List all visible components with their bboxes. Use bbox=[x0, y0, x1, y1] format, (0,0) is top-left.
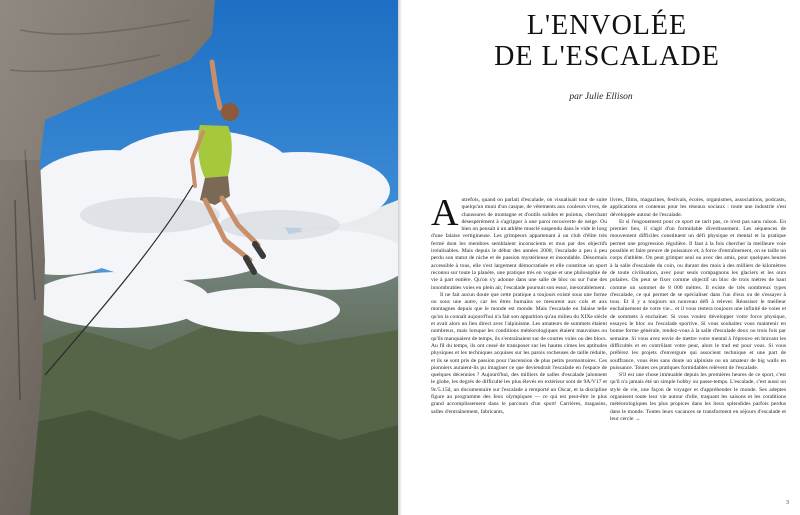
body-column-right bbox=[610, 197, 786, 497]
body-paragraph: Et si l'engouement pour ce sport ne tarit pas, ce n'est pas sans raison. En premier lieu, il s'agit d'un formidable divertissement. Les séquences de mouvement difficiles constituent un défi physique et mental et la pratique permet une progression régulière. Il faut à la fois chercher la meilleure voie possible et faire preuve de puissance et, à force d'entraînement, on se taille un corps d'athlète. On peut grimper seul ou avec des amis, pour quelques heures à la salle d'escalade du coin, ou durant des mois à des milliers de kilomètres de toute civilisation, avec pour seuls compagnons les glaciers et les ours polaires. On peut se fixer comme objectif un bloc de trois mètres de haut comme un sommet de 8 000 mètres. Il existe de très nombreux types d'escalade, ce qui permet de se spécialiser dans l'un d'eux ou de s'essayer à tous. Et il y a toujours un nouveau défi à relever. Réussiser le meilleur enchaînement de votre vie... et il vous restera toujours une infinité de voies et de sommets à enchaîner. Si vous voulez développer votre force physique, essayez le bloc ou l'escalade sportive. Si vous souhaitez vous maintenir en bonne forme générale, rendez-vous à la salle d'escalade deux ou trois fois par semaine. Si vous avez envie de mettre votre mental à l'épreuve en bravant les difficultés et en contrôlant votre peur, alors le trad est pour vous. Si vous préférez les projets d'envergure qui associent technique et une part de souffrance, vous êtes sans doute un alpiniste ou un amateur de big walls en puissance. Toutes ces pratiques formidables relèvent de l'escalade. bbox=[610, 218, 786, 371]
byline: par Julie Ellison bbox=[569, 92, 633, 102]
body-paragraph: livres, films, magazines, festivals, écoles, organismes, associations, podcasts, applications et contenus pour les réseaux sociaux : toute une industrie s'est développée autour de l'escalade. bbox=[610, 197, 786, 218]
photo-illustration bbox=[0, 0, 398, 515]
body-paragraph bbox=[431, 197, 607, 292]
title-line-1: L'ENVOLÉE bbox=[526, 10, 688, 41]
body-paragraph: S'il est une chose immuable depuis les premières heures de ce sport, c'est qu'il n'a jamais été un simple hobby ou passe-temps. L'escalade, c'est aussi un style de vie, une façon de voyager et d'appréhender le monde. Ses adeptes organisent toute leur vie autour d'elle, traquant les saisons et les conditions météorologiques les plus propices dans les lieux splendides parfois perdus dans le monde. Toutes leurs vacances se transforment en séjours d'escalade et leur cercle → bbox=[610, 372, 786, 422]
body-column-left bbox=[431, 197, 607, 497]
paragraph-text: utrefois, quand on parlait d'escalade, on visualisait tout de suite quelqu'un muni d'un casque, de vêtements aux couleurs vives, de chaussures de montagne et d'outils solides et pointus, cherchant désespérément à s'agripper à une paroi recouverte de neige. Ou bien on pensait à un athlète musclé suspendu dans le vide le long d'une falaise vertigineuse. Les grimpeurs appartenant à un club d'élite très fermé dont les membres semblaient inconscients et mus par des objectifs irréalisables. Mais depuis le début des années 2000, l'escalade a peu à peu perdu son statut de niche et de passion mystérieuse et insondable. Désormais accessible à tous, elle s'est largement démocratisée et elle constitue un sport reconnu sur toute la planète, une pratique très en vogue et une philosophie de vie à part entière. Qu'on s'y adonne dans une salle de bloc ou sur l'une des innombrables voies en plein air, l'escalade poursuit son essor, inexorablement. bbox=[431, 197, 607, 291]
text-page bbox=[402, 0, 800, 515]
drop-cap: A bbox=[431, 197, 459, 234]
article-title bbox=[472, 10, 742, 72]
title-line-2: DE L'ESCALADE bbox=[494, 41, 720, 72]
climbing-photo bbox=[0, 0, 398, 515]
body-paragraph: Il ne fait aucun doute que cette pratique a toujours existé sous une forme ou sous une autre, car les êtres humains se mesurent aux cols et aux montagnes depuis que le monde est monde. Mais l'escalade en falaise telle qu'on la connaît aujourd'hui n'a fait son apparition qu'au milieu du XIXe siècle et avait alors un lien direct avec l'alpinisme. Les amateurs de sommets étaient nombreux, mais lorsque les conditions météorologiques étaient mauvaises ou qu'ils manquaient de temps, ils s'entraînaient sur de courtes voies ou des blocs. Au fil du temps, ils ont cessé de transposer sur les hautes cimes les aptitudes physiques et les techniques acquises sur les parois rocheuses de taille réduite, et ils se sont pris de passion pour l'ascension de plus petits promontoires. Ces pionniers auraient-ils pu imaginer ce que deviendrait l'escalade en l'espace de quelques décennies ? Aujourd'hui, des milliers de salles d'escalade jalonnent le globe, les degrés de difficulté les plus élevés en extérieur sont de 9A/V17 et 9c/5.15d, un documentaire sur l'escalade a remporté un Oscar, et la discipline figure au programme des Jeux olympiques — ce qui est peut-être le plus grand accomplissement dans le parcours d'un sport! Carrières, magasins, salles d'entraînement, fabricants, bbox=[431, 291, 607, 415]
page-number: 3 bbox=[786, 500, 789, 506]
